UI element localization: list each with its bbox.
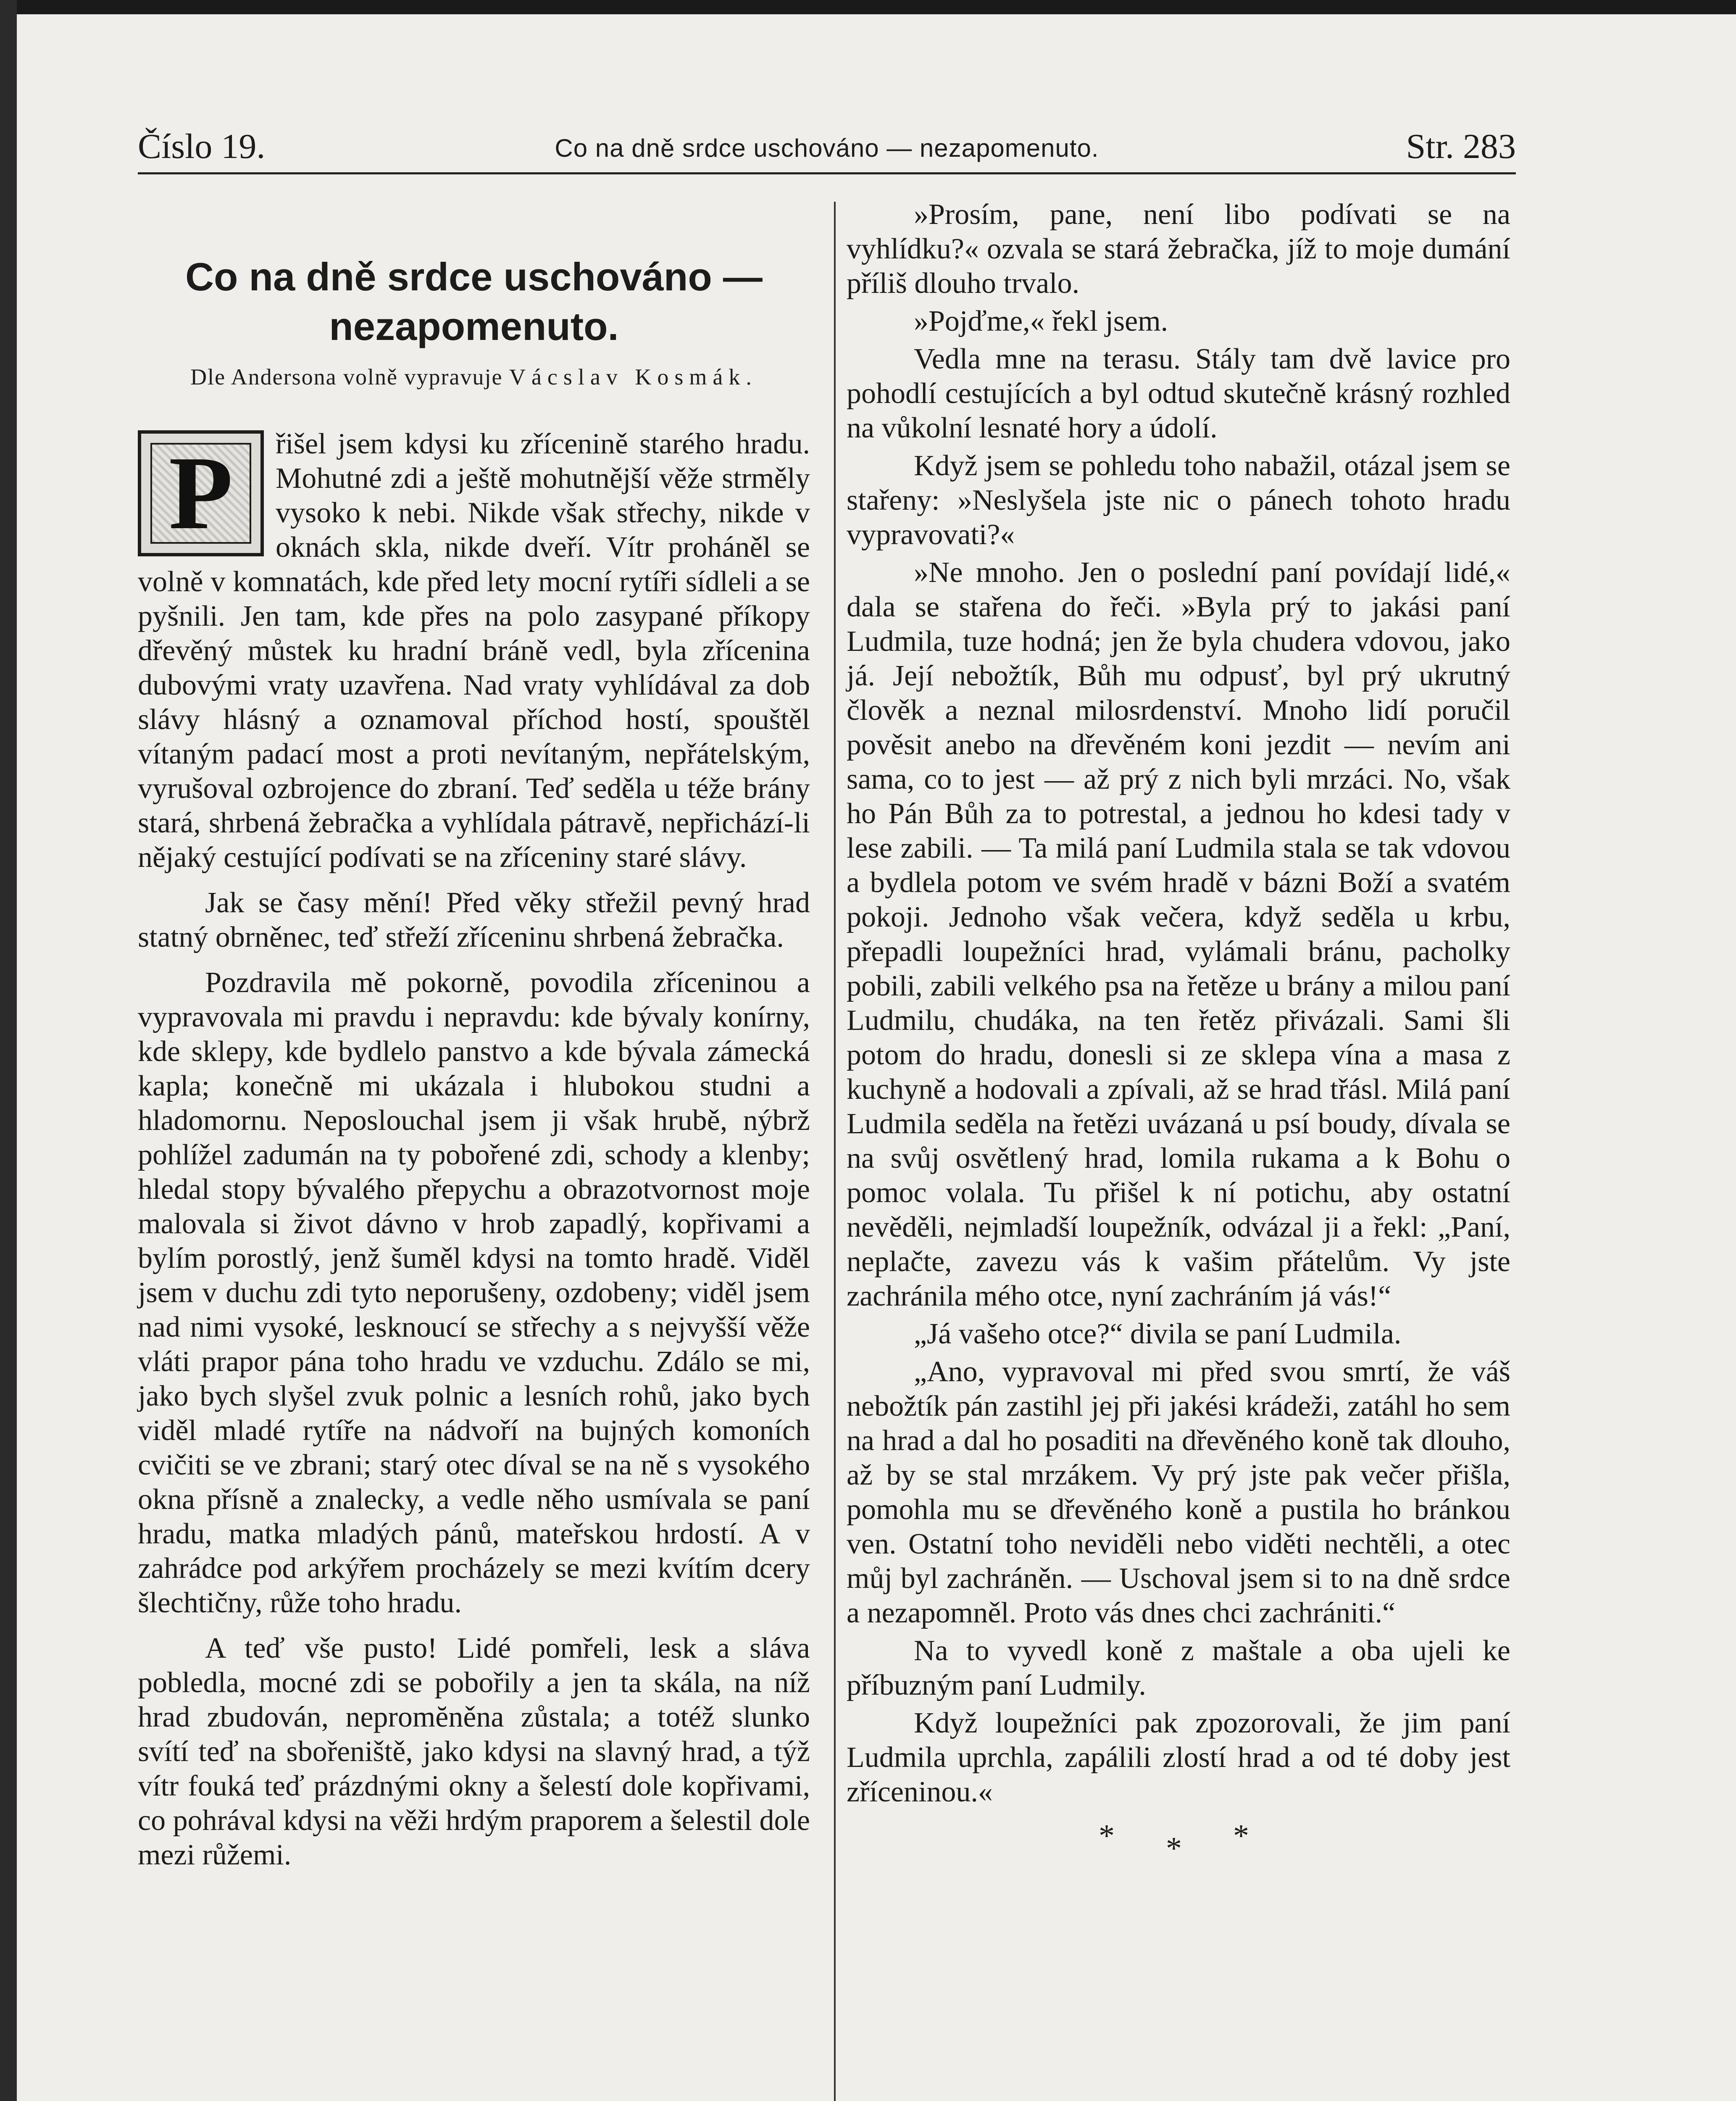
scan-left-edge — [0, 0, 17, 2101]
article-title-line-2: nezapomenuto. — [329, 304, 619, 348]
end-mark — [847, 1818, 1510, 1868]
paragraph — [138, 427, 810, 875]
paragraph: Vedla mne na terasu. Stály tam dvě lavice pro pohodlí cestujících a byl odtud skutečně krásný rozhled na vůkolní lesnaté hory a údolí. — [847, 343, 1510, 444]
end-star: * — [1099, 1818, 1115, 1854]
paragraph: »Ne mnoho. Jen o poslední paní povídají lidé,« dala se stařena do řeči. »Byla prý to jakási paní Ludmila, tuze hodná; jen že byla chudera vdovou, jako já. Její nebožtík, Bůh mu odpusť, byl prý ukrutný člověk a neznal milosrdenství. Mnoho lidí poručil pověsit anebo na dřevěném koni jezdit — nevím ani sama, co to jest — až prý z nich byli mrzáci. No, však ho Pán Bůh za to potrestal, a jednou ho kdesi tady v lese zabili. — Ta milá paní Ludmila stala se tak vdovou a bydlela potom ve svém hradě v bázni Boží a svatém pokoji. Jednoho však večera, když seděla u krbu, přepadli loupežníci hrad, vylámali bránu, pacholky pobili, zabili velkého psa na řetěze u brány a milou paní Ludmilu, chudáka, na ten řetěz přivázali. Sami šli potom do hradu, donesli si ze sklepa vína a masa z kuchyně a hodovali a zpívali, až se hrad třásl. Milá paní Ludmila seděla na řetězi uvázaná u psí boudy, dívala se na svůj osvětlený hrad, lomila rukama a k Bohu o pomoc volala. Tu přišel k ní potichu, aby ostatní nevěděli, nejmladší loupežník, odvázal ji a řekl: „Paní, neplačte, zavezu vás k vašim přátelům. Vy jste zachránila mého otce, nyní zachráním já vás!“ — [847, 556, 1510, 1312]
paragraph-text: řišel jsem kdysi ku zřícenině starého hradu. Mohutné zdi a ještě mohutnější věže strměly vysoko k nebi. Nikde však střechy, nikde v oknách skla, nikde dveří. Vítr proháněl se volně v komnatách, kde před lety mocní rytíři sídleli a se pyšnili. Jen tam, kde přes na polo zasypané příkopy dřevěný můstek ku hradní bráně vedl, byla zřícenina dubovými vraty uzavřena. Nad vraty vyhlídával za dob slávy hlásný a oznamoval příchod hostí, spouštěl vítaným padací most a proti nevítaným, nepřátelským, vyrušoval ozbrojence do zbraní. Teď seděla u téže brány stará, shrbená žebračka a vyhlídala pátravě, nepřichází-li nějaký cestující podívati se na zříceniny staré slávy. — [138, 428, 810, 874]
running-title: Co na dně srdce uschováno — nezapomenuto. — [555, 134, 1099, 162]
running-header — [138, 126, 1516, 176]
paragraph: „Ano, vypravoval mi před svou smrtí, že váš nebožtík pán zastihl jej při jakési krádeži, zatáhl ho sem na hrad a dal ho posaditi na dřevěného koně tak dlouho, až by se stal mrzákem. Vy prý jste pak večer přišla, pomohla mu se dřevěného koně a pustila ho bránkou ven. Ostatní toho neviděli nebo viděti nechtěli, a otec můj byl zachráněn. — Uschoval jsem si to na dně srdce a nezapomněl. Proto vás dnes chci zachrániti.“ — [847, 1356, 1510, 1629]
article-title-line-1: Co na dně srdce uschováno — — [185, 255, 763, 299]
paragraph: Když jsem se pohledu toho nabažil, otázal jsem se stařeny: »Neslyšela jste nic o pánech tohoto hradu vypravovati?« — [847, 450, 1510, 551]
paragraph: „Já vašeho otce?“ divila se paní Ludmila. — [914, 1318, 1402, 1350]
column-divider — [834, 202, 836, 2101]
dropcap-ornament — [138, 430, 264, 556]
dropcap-letter: P — [168, 435, 233, 551]
paragraph: Na to vyvedl koně z maštale a oba ujeli ke příbuzným paní Ludmily. — [847, 1635, 1510, 1701]
byline — [138, 364, 810, 390]
paragraph: A teď vše pusto! Lidé pomřeli, lesk a sláva pobledla, mocné zdi se pobořily a jen ta skála, na níž hrad zbudován, nepromĕněna zůstala; a totéž slunko svítí teď na sbořeniště, jako kdysi na slavný hrad, a týž vítr fouká teď prázdnými okny a šelestí dole kopřivami, co pohrával kdysi na věži hrdým praporem a šelestil dole mezi růžemi. — [138, 1632, 810, 1871]
page-number: Str. 283 — [1406, 127, 1516, 166]
issue-number: Číslo 19. — [138, 127, 266, 166]
paragraph: Pozdravila mě pokorně, povodila zříceninou a vypravovala mi pravdu i nepravdu: kde bývaly konírny, kde sklepy, kde bydlelo panstvo a kde bývala zámecká kapla; konečně mi ukázala i hlubokou studni a hladomornu. Neposlouchal jsem ji však hrubě, nýbrž pohlížel zadumán na ty pobořené zdi, schody a klenby; hledal stopy bývalého přepychu a obrazotvornost moje malovala si život dávno v hrob zapadlý, kopřivami a bylím porostlý, jenž šuměl kdysi na tomto hradě. Viděl jsem v duchu zdi tyto neporušeny, ozdobeny; viděl jsem nad nimi vysoké, lesknoucí se střechy a s nejvyšší věže vláti prapor pána toho hradu ve vzduchu. Zdálo se mi, jako bych slyšel zvuk polnic a lesních rohů, jako bych viděl mladé rytíře na nádvoří na bujných komoních cvičiti se ve zbrani; starý otec díval se na ně s vysokého okna přísně a znalecky, a vedle něho usmívala se paní hradu, matka mladých pánů, mateřskou hrdostí. A v zahrádce pod arkýřem procházely se mezi kvítím dcery šlechtičny, růže toho hradu. — [138, 966, 810, 1619]
byline-author: Vácslav Kosmák. — [509, 364, 758, 390]
article-title — [138, 252, 810, 351]
end-star: * — [1233, 1818, 1249, 1854]
paragraph: Když loupežníci pak zpozorovali, že jim paní Ludmila uprchla, zapálili zlostí hrad a od té doby jest zříceninou.« — [847, 1707, 1510, 1808]
paragraph: »Prosím, pane, není libo podívati se na vyhlídku?« ozvala se stará žebračka, jíž to moje dumání příliš dlouho trvalo. — [847, 198, 1510, 300]
right-column — [847, 197, 1510, 1868]
header-rule — [138, 172, 1516, 174]
scan-top-edge — [0, 0, 1736, 14]
paragraph: »Pojďme,« řekl jsem. — [914, 305, 1168, 337]
paragraph: Jak se časy mění! Před věky střežil pevný hrad statný obrněnec, teď střeží zříceninu shrbená žebračka. — [138, 887, 810, 953]
end-star: * — [1166, 1831, 1182, 1866]
left-column — [138, 252, 810, 1883]
byline-prefix: Dle Andersona volně vypravuje — [190, 364, 503, 390]
